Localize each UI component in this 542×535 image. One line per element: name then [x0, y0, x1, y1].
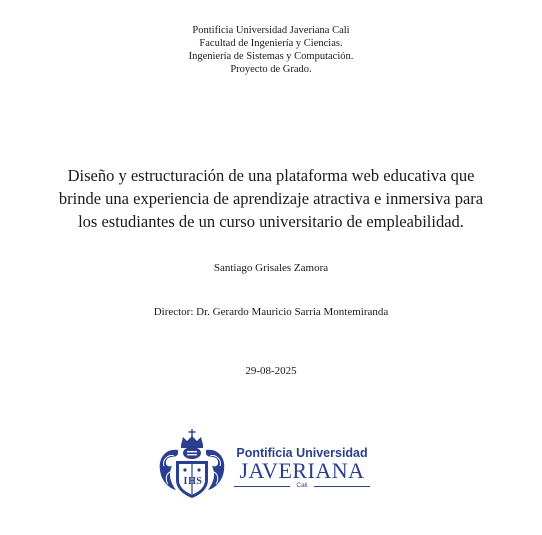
document-type: Proyecto de Grado.: [230, 64, 312, 75]
author-name: Santiago Grisales Zamora: [213, 262, 329, 274]
submission-date: 29-08-2025: [245, 365, 297, 377]
svg-text:H: H: [188, 476, 196, 487]
logo-text-campus: Cali: [232, 482, 372, 490]
director-name: Director: Dr. Gerardo Mauricio Sarria Montemiranda: [153, 306, 389, 318]
thesis-title-line: Diseño y estructuración de una plataforma web educativa que: [67, 166, 475, 185]
faculty-name: Facultad de Ingeniería y Ciencias.: [199, 38, 343, 49]
university-logo: [154, 428, 370, 500]
thesis-title: [20, 164, 522, 233]
thesis-title-line: brinde una experiencia de aprendizaje atractiva e inmersiva para: [58, 189, 484, 208]
logo-wordmark: [232, 446, 372, 490]
svg-text:S: S: [196, 476, 202, 487]
thesis-title-line: los estudiantes de un curso universitario de empleabilidad.: [78, 212, 464, 231]
department-name: Ingeniería de Sistemas y Computación.: [188, 51, 354, 62]
institution-header: [0, 24, 542, 76]
institution-name: Pontificia Universidad Javeriana Cali: [192, 25, 350, 36]
logo-text-javeriana: JAVERIANA: [239, 458, 365, 483]
svg-text:I: I: [183, 476, 188, 487]
logo-text-university: Pontificia Universidad: [236, 446, 368, 460]
university-crest-icon: [154, 428, 230, 500]
